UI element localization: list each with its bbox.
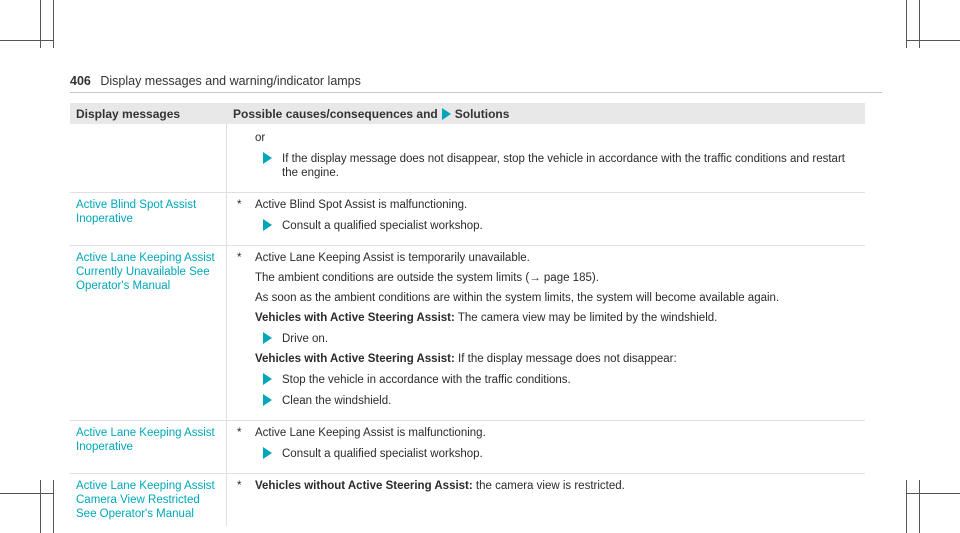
crop-mark <box>906 40 960 41</box>
condition-label: Vehicles with Active Steering Assist: <box>255 312 455 324</box>
crop-mark <box>40 480 41 533</box>
condition-text: the camera view is restricted. <box>472 480 625 492</box>
arrow-right-icon <box>263 373 272 385</box>
table-row <box>70 124 865 193</box>
row-content <box>227 193 865 245</box>
crop-mark <box>53 480 54 533</box>
table-row <box>70 474 865 526</box>
header-causes <box>227 107 865 121</box>
crop-mark <box>53 0 54 48</box>
arrow-right-icon <box>263 394 272 406</box>
crop-mark <box>906 493 960 494</box>
cause-label: Active Lane Keeping Assist is temporarily unavailable. <box>255 252 530 264</box>
step-text: If the display message does not disappear, stop the vehicle in accordance with the traffic conditions and restart the engine. <box>282 153 845 179</box>
row-message <box>70 124 227 192</box>
asterisk: * <box>237 252 242 264</box>
arrow-right-icon <box>263 447 272 459</box>
crop-mark <box>906 480 907 533</box>
condition-label: Vehicles with Active Steering Assist: <box>255 353 455 365</box>
cause-label: Active Blind Spot Assist is malfunctioning. <box>255 199 468 211</box>
info-text <box>235 311 857 325</box>
step-text: Clean the windshield. <box>282 395 392 407</box>
page-number: 406 <box>70 74 91 88</box>
crop-mark <box>0 40 53 41</box>
cause-text <box>235 251 857 265</box>
info-text <box>235 352 857 366</box>
step-text: Stop the vehicle in accordance with the traffic conditions. <box>282 374 571 386</box>
table-header <box>70 103 865 124</box>
header-causes-label: Possible causes/consequences and <box>233 106 438 121</box>
step-text: Consult a qualified specialist workshop. <box>282 220 483 232</box>
arrow-right-icon <box>263 152 272 164</box>
cause-text <box>235 479 857 493</box>
cause-label: Active Lane Keeping Assist is malfunctioning. <box>255 427 486 439</box>
cause-text <box>235 198 857 212</box>
solution-step <box>235 373 857 387</box>
solution-step <box>235 332 857 346</box>
or-text: or <box>255 132 266 144</box>
row-message: Active Lane Keeping Assist Inoperative <box>70 421 227 473</box>
row-content <box>227 474 865 526</box>
row-content <box>227 421 865 473</box>
solution-step <box>235 219 857 233</box>
solution-step <box>235 447 857 461</box>
header-divider <box>70 92 882 93</box>
asterisk: * <box>237 199 242 211</box>
condition-label: Vehicles without Active Steering Assist: <box>255 480 473 492</box>
messages-table <box>70 103 865 526</box>
row-message: Active Lane Keeping Assist Currently Unavailable See Operator's Manual <box>70 246 227 420</box>
solution-step <box>235 394 857 408</box>
table-row <box>70 421 865 474</box>
row-message: Active Blind Spot Assist Inoperative <box>70 193 227 245</box>
condition-text: The camera view may be limited by the windshield. <box>454 312 718 324</box>
header-messages: Display messages <box>76 106 181 121</box>
step-text: Drive on. <box>282 333 329 345</box>
table-row <box>70 246 865 421</box>
step-text: Consult a qualified specialist workshop. <box>282 448 483 460</box>
asterisk: * <box>237 480 242 492</box>
cause-text <box>235 426 857 440</box>
condition-text: If the display message does not disappear: <box>454 353 677 365</box>
arrow-right-icon <box>442 108 451 120</box>
arrow-right-icon <box>263 219 272 231</box>
crop-mark <box>919 480 920 533</box>
page-header <box>70 74 361 88</box>
info-text: As soon as the ambient conditions are within the system limits, the system will become available again. <box>255 292 780 304</box>
row-content <box>227 246 865 420</box>
arrow-right-icon <box>263 332 272 344</box>
asterisk: * <box>237 427 242 439</box>
page-title: Display messages and warning/indicator lamps <box>100 74 361 88</box>
table-row <box>70 193 865 246</box>
info-text: The ambient conditions are outside the system limits (→ page 185). <box>255 272 599 284</box>
header-solutions-label: Solutions <box>454 106 510 121</box>
row-content <box>227 124 865 192</box>
crop-mark <box>0 493 53 494</box>
row-message: Active Lane Keeping Assist Camera View Restricted See Operator's Manual <box>70 474 227 526</box>
solution-step <box>235 152 857 180</box>
